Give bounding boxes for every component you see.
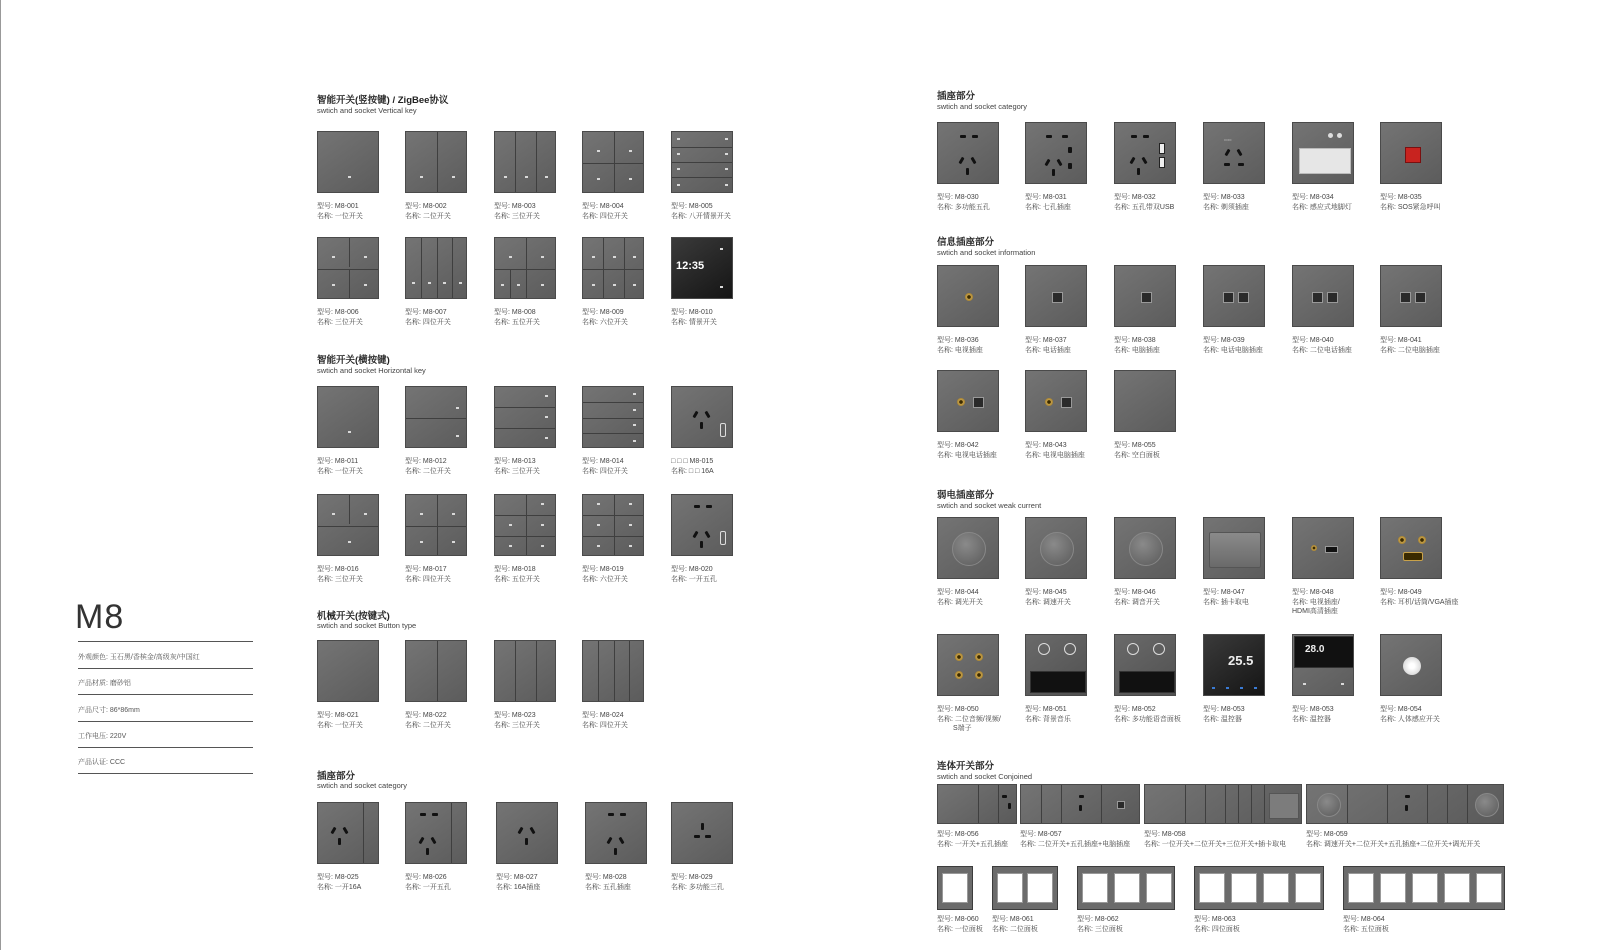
name-label: 名称: 调速开关+二位开关+五孔插座+二位开关+调光开关 <box>1306 840 1481 848</box>
av-s-video-panel <box>937 634 999 696</box>
name-label: 名称: 空白面板 <box>1114 451 1160 459</box>
name-label: 名称: 四位面板 <box>1194 925 1240 933</box>
socket-panel <box>937 122 999 184</box>
model-label: 型号: M8-032 <box>1114 194 1156 201</box>
spec-certification: 产品认证: CCC <box>78 759 126 766</box>
model-label: 型号: M8-011 <box>317 458 359 465</box>
speed-knob-icon <box>1040 532 1074 566</box>
name-label: 名称: 电脑插座 <box>1114 346 1160 354</box>
name-label: 名称: 一位开关 <box>317 721 363 729</box>
switch-panel <box>405 640 467 702</box>
section-title-weak: 弱电插座部分 <box>937 490 995 501</box>
model-label: 型号: M8-004 <box>582 203 624 210</box>
model-label: 型号: M8-061 <box>992 916 1034 923</box>
section-subtitle-button: swtich and socket Button type <box>317 621 417 630</box>
socket-panel <box>496 802 558 864</box>
model-label: 型号: M8-041 <box>1380 337 1422 344</box>
model-label: 型号: M8-048 <box>1292 589 1334 596</box>
section-subtitle-conjoined: swtich and socket Conjoined <box>937 772 1033 781</box>
model-label: 型号: M8-028 <box>585 874 627 881</box>
divider <box>78 641 253 642</box>
model-label: 型号: M8-062 <box>1077 916 1119 923</box>
model-label: 型号: M8-027 <box>496 874 538 881</box>
spec-color: 外观颜色: 玉石黑/香槟金/高级灰/中国红 <box>78 654 200 661</box>
thermostat-panel <box>1292 634 1354 696</box>
sos-button-icon <box>1405 147 1421 163</box>
background-music-panel <box>1025 634 1087 696</box>
model-label: 型号: M8-059 <box>1306 831 1348 838</box>
name-label: 名称: 四位开关 <box>582 212 628 220</box>
tv-port-icon <box>965 293 973 301</box>
phone-socket-panel <box>1025 265 1087 327</box>
model-label: 型号: M8-007 <box>405 309 447 316</box>
switch-panel <box>405 131 467 193</box>
name-label: 名称: 五孔带双USB <box>1114 203 1175 211</box>
name-label: 名称: 一开关+五孔插座 <box>937 840 1008 848</box>
switch-panel <box>317 386 379 448</box>
volume-knob-icon <box>1129 532 1163 566</box>
divider <box>78 694 253 695</box>
switch-panel <box>494 237 556 299</box>
socket-panel <box>585 802 647 864</box>
name-label: 名称: 电视插座/ <box>1292 598 1340 606</box>
model-label: 型号: M8-017 <box>405 566 447 573</box>
name-label-line2: HDMI高清插座 <box>1292 608 1338 615</box>
name-label: 名称: 二位开关 <box>405 467 451 475</box>
motion-sensor-panel <box>1380 634 1442 696</box>
section-title-button: 机械开关(按键式) <box>317 611 390 622</box>
switch-panel <box>671 131 733 193</box>
conjoined-panel <box>937 784 1017 824</box>
model-label: 型号: M8-064 <box>1343 916 1385 923</box>
model-label: 型号: M8-053 <box>1203 706 1245 713</box>
card-slot-icon <box>1209 532 1261 568</box>
conjoined-panel <box>1306 784 1504 824</box>
model-label: 型号: M8-005 <box>671 203 713 210</box>
switch-panel <box>494 494 556 556</box>
name-label: 名称: 耳机/话筒/VGA插座 <box>1380 598 1459 606</box>
model-label: 型号: M8-036 <box>937 337 979 344</box>
thermostat-panel <box>1203 634 1265 696</box>
name-label: 名称: 四位开关 <box>405 575 451 583</box>
name-label: 名称: 一位开关 <box>317 212 363 220</box>
model-label: 型号: M8-054 <box>1380 706 1422 713</box>
name-label: 名称: 三位面板 <box>1077 925 1123 933</box>
model-label: 型号: M8-039 <box>1203 337 1245 344</box>
model-label: 型号: M8-038 <box>1114 337 1156 344</box>
name-label: 名称: 四位开关 <box>582 721 628 729</box>
switch-panel <box>405 494 467 556</box>
network-port-icon <box>1141 292 1152 303</box>
model-label: 型号: M8-008 <box>494 309 536 316</box>
switch-panel <box>494 386 556 448</box>
vga-port-icon <box>1403 552 1423 561</box>
name-label: 名称: 八开情景开关 <box>671 212 731 220</box>
phone-computer-socket-panel <box>1203 265 1265 327</box>
name-label: 名称: 四位开关 <box>582 467 628 475</box>
name-label: 名称: 背景音乐 <box>1025 715 1071 723</box>
name-label: 名称: 五孔插座 <box>585 883 631 891</box>
socket-panel <box>1114 122 1176 184</box>
spec-size: 产品尺寸: 86*86mm <box>78 707 140 714</box>
socket-panel <box>1025 122 1087 184</box>
model-label: 型号: M8-016 <box>317 566 359 573</box>
switch-panel <box>317 640 379 702</box>
voice-panel <box>1114 634 1176 696</box>
dimmer-panel <box>937 517 999 579</box>
motion-sensor-icon <box>1403 657 1421 675</box>
name-label: 名称: 调光开关 <box>937 598 983 606</box>
switch-panel <box>317 237 379 299</box>
model-label: 型号: M8-002 <box>405 203 447 210</box>
conjoined-panel <box>1020 784 1140 824</box>
socket-panel: ▭▭ <box>1203 122 1265 184</box>
name-label: 名称: 二位电话插座 <box>1292 346 1352 354</box>
model-label: 型号: M8-003 <box>494 203 536 210</box>
switch-panel <box>582 386 644 448</box>
card-power-panel <box>1203 517 1265 579</box>
name-label: 名称: □ □ 16A <box>671 467 714 475</box>
model-label: 型号: M8-030 <box>937 194 979 201</box>
section-title-socket-right: 插座部分 <box>937 91 976 102</box>
name-label: 名称: 三位开关 <box>494 721 540 729</box>
model-label: 型号: M8-037 <box>1025 337 1067 344</box>
temperature-display: 28.0 <box>1305 644 1325 655</box>
frame-panel <box>992 866 1058 910</box>
name-label: 名称: 电话插座 <box>1025 346 1071 354</box>
section-title-info: 信息插座部分 <box>937 237 995 248</box>
model-label: 型号: M8-009 <box>582 309 624 316</box>
dual-phone-socket-panel <box>1292 265 1354 327</box>
name-label: 名称: 人体感应开关 <box>1380 715 1440 723</box>
model-label: 型号: M8-035 <box>1380 194 1422 201</box>
section-title-conjoined: 连体开关部分 <box>937 761 995 772</box>
frame-panel <box>937 866 973 910</box>
model-label: 型号: M8-047 <box>1203 589 1245 596</box>
divider <box>78 721 253 722</box>
name-label: 名称: 多功能三孔 <box>671 883 724 891</box>
name-label: 名称: 六位开关 <box>582 575 628 583</box>
tv-computer-socket-panel <box>1025 370 1087 432</box>
switch-panel <box>582 494 644 556</box>
spec-material: 产品材质: 磨砂铝 <box>78 680 131 687</box>
model-label: 型号: M8-029 <box>671 874 713 881</box>
name-label: 名称: 一开五孔 <box>405 883 451 891</box>
divider <box>78 773 253 774</box>
section-subtitle-socket-right: swtich and socket category <box>937 102 1028 111</box>
model-label: 型号: M8-046 <box>1114 589 1156 596</box>
model-label: 型号: M8-019 <box>582 566 624 573</box>
model-label: 型号: M8-006 <box>317 309 359 316</box>
model-label: 型号: M8-042 <box>937 442 979 449</box>
name-label: 名称: 调速开关 <box>1025 598 1071 606</box>
sos-panel <box>1380 122 1442 184</box>
name-label: 名称: 六位开关 <box>582 318 628 326</box>
name-label: 名称: 电话电脑插座 <box>1203 346 1263 354</box>
model-label: 型号: M8-057 <box>1020 831 1062 838</box>
name-label: 名称: 多功能语音面板 <box>1114 715 1181 723</box>
name-label: 名称: 三位开关 <box>494 467 540 475</box>
model-label: 型号: M8-044 <box>937 589 979 596</box>
switch-panel <box>494 131 556 193</box>
model-label: 型号: M8-063 <box>1194 916 1236 923</box>
model-label: 型号: M8-014 <box>582 458 624 465</box>
socket-panel <box>317 802 379 864</box>
model-label: 型号: M8-043 <box>1025 442 1067 449</box>
section-subtitle-weak: swtich and socket weak current <box>937 501 1042 510</box>
name-label: 名称: 七孔插座 <box>1025 203 1071 211</box>
switch-panel <box>317 131 379 193</box>
spec-voltage: 工作电压: 220V <box>78 733 127 740</box>
phone-port-icon <box>1052 292 1063 303</box>
product-model-title: M8 <box>75 598 125 636</box>
switch-panel <box>582 131 644 193</box>
name-label: 名称: 二位面板 <box>992 925 1038 933</box>
temperature-display: 25.5 <box>1228 653 1254 668</box>
section-subtitle-socket-left: swtich and socket category <box>317 781 408 790</box>
name-label: 名称: 多功能五孔 <box>937 203 990 211</box>
name-label: 名称: 一开五孔 <box>671 575 717 583</box>
switch-panel <box>405 386 467 448</box>
name-label: 名称: SOS紧急呼叫 <box>1380 203 1441 211</box>
model-label: 型号: M8-050 <box>937 706 979 713</box>
socket-panel <box>671 802 733 864</box>
model-label: 型号: M8-021 <box>317 712 359 719</box>
model-label: 型号: M8-010 <box>671 309 713 316</box>
model-label: 型号: M8-001 <box>317 203 359 210</box>
model-label: 型号: M8-025 <box>317 874 359 881</box>
model-label: 型号: M8-045 <box>1025 589 1067 596</box>
name-label: 名称: 三位开关 <box>317 575 363 583</box>
model-label: 型号: M8-053 <box>1292 706 1334 713</box>
model-label: 型号: M8-060 <box>937 916 979 923</box>
dual-computer-socket-panel <box>1380 265 1442 327</box>
name-label: 名称: 五位开关 <box>494 575 540 583</box>
audio-vga-panel <box>1380 517 1442 579</box>
model-label: 型号: M8-058 <box>1144 831 1186 838</box>
name-label: 名称: 二位开关 <box>405 721 451 729</box>
model-label: 型号: M8-013 <box>494 458 536 465</box>
blank-panel <box>1114 370 1176 432</box>
name-label: 名称: 二位电脑插座 <box>1380 346 1440 354</box>
name-label-line2: S端子 <box>953 725 972 732</box>
section-title-vertical: 智能开关(竖按键) / ZigBee协议 <box>317 95 449 106</box>
model-label: 型号: M8-049 <box>1380 589 1422 596</box>
divider <box>78 747 253 748</box>
model-label: 型号: M8-018 <box>494 566 536 573</box>
tv-socket-panel <box>937 265 999 327</box>
name-label: 名称: 一位开关 <box>317 467 363 475</box>
model-label: 型号: M8-055 <box>1114 442 1156 449</box>
model-label: 型号: M8-023 <box>494 712 536 719</box>
socket-panel <box>671 494 733 556</box>
section-subtitle-vertical: swtich and socket Vertical key <box>317 106 417 115</box>
model-label: 型号: M8-024 <box>582 712 624 719</box>
name-label: 名称: 插卡取电 <box>1203 598 1249 606</box>
name-label: 名称: 四位开关 <box>405 318 451 326</box>
scene-screen-panel <box>671 237 733 299</box>
name-label: 名称: 温控器 <box>1203 715 1242 723</box>
switch-panel <box>405 237 467 299</box>
name-label: 名称: 电视电话插座 <box>937 451 997 459</box>
switch-panel <box>317 494 379 556</box>
name-label: 名称: 16A插座 <box>496 883 541 891</box>
name-label: 名称: 调音开关 <box>1114 598 1160 606</box>
section-subtitle-horizontal: swtich and socket Horizontal key <box>317 366 426 375</box>
model-label: 型号: M8-031 <box>1025 194 1067 201</box>
model-label: 型号: M8-034 <box>1292 194 1334 201</box>
clock-display: 12:35 <box>676 260 705 272</box>
name-label: 名称: 温控器 <box>1292 715 1331 723</box>
name-label: 名称: 情景开关 <box>671 318 717 326</box>
computer-socket-panel <box>1114 265 1176 327</box>
name-label: 名称: 五位面板 <box>1343 925 1389 933</box>
name-label: 名称: 二位音频/视频/ <box>937 715 1001 723</box>
speed-panel <box>1025 517 1087 579</box>
section-title-socket-left: 插座部分 <box>317 771 356 782</box>
model-label: 型号: M8-022 <box>405 712 447 719</box>
hdmi-port-icon <box>1325 546 1338 553</box>
model-label: □ □ □ M8-015 <box>671 458 714 465</box>
frame-panel <box>1077 866 1175 910</box>
name-label: 名称: 电视插座 <box>937 346 983 354</box>
switch-panel <box>582 237 644 299</box>
section-title-horizontal: 智能开关(横按键) <box>317 355 390 366</box>
page-edge <box>0 0 1 950</box>
name-label: 名称: 三位开关 <box>317 318 363 326</box>
volume-panel <box>1114 517 1176 579</box>
model-label: 型号: M8-052 <box>1114 706 1156 713</box>
name-label: 名称: 二位开关+五孔插座+电脑插座 <box>1020 840 1131 848</box>
name-label: 名称: 剃须插座 <box>1203 203 1249 211</box>
model-label: 型号: M8-040 <box>1292 337 1334 344</box>
name-label: 名称: 一位面板 <box>937 925 983 933</box>
socket-panel <box>671 386 733 448</box>
sensor-light-panel <box>1292 122 1354 184</box>
name-label: 名称: 一开16A <box>317 883 362 891</box>
name-label: 名称: 感应式地脚灯 <box>1292 203 1352 211</box>
switch-panel <box>494 640 556 702</box>
model-label: 型号: M8-020 <box>671 566 713 573</box>
model-label: 型号: M8-026 <box>405 874 447 881</box>
section-subtitle-info: swtich and socket information <box>937 248 1036 257</box>
dimmer-knob-icon <box>952 532 986 566</box>
model-label: 型号: M8-056 <box>937 831 979 838</box>
socket-panel <box>405 802 467 864</box>
name-label: 名称: 三位开关 <box>494 212 540 220</box>
tv-phone-socket-panel <box>937 370 999 432</box>
conjoined-panel <box>1144 784 1302 824</box>
model-label: 型号: M8-051 <box>1025 706 1067 713</box>
name-label: 名称: 二位开关 <box>405 212 451 220</box>
model-label: 型号: M8-012 <box>405 458 447 465</box>
frame-panel <box>1343 866 1505 910</box>
name-label: 名称: 一位开关+二位开关+三位开关+插卡取电 <box>1144 840 1287 848</box>
tv-hdmi-panel <box>1292 517 1354 579</box>
model-label: 型号: M8-033 <box>1203 194 1245 201</box>
switch-panel <box>582 640 644 702</box>
frame-panel <box>1194 866 1324 910</box>
name-label: 名称: 五位开关 <box>494 318 540 326</box>
divider <box>78 668 253 669</box>
name-label: 名称: 电视电脑插座 <box>1025 451 1085 459</box>
